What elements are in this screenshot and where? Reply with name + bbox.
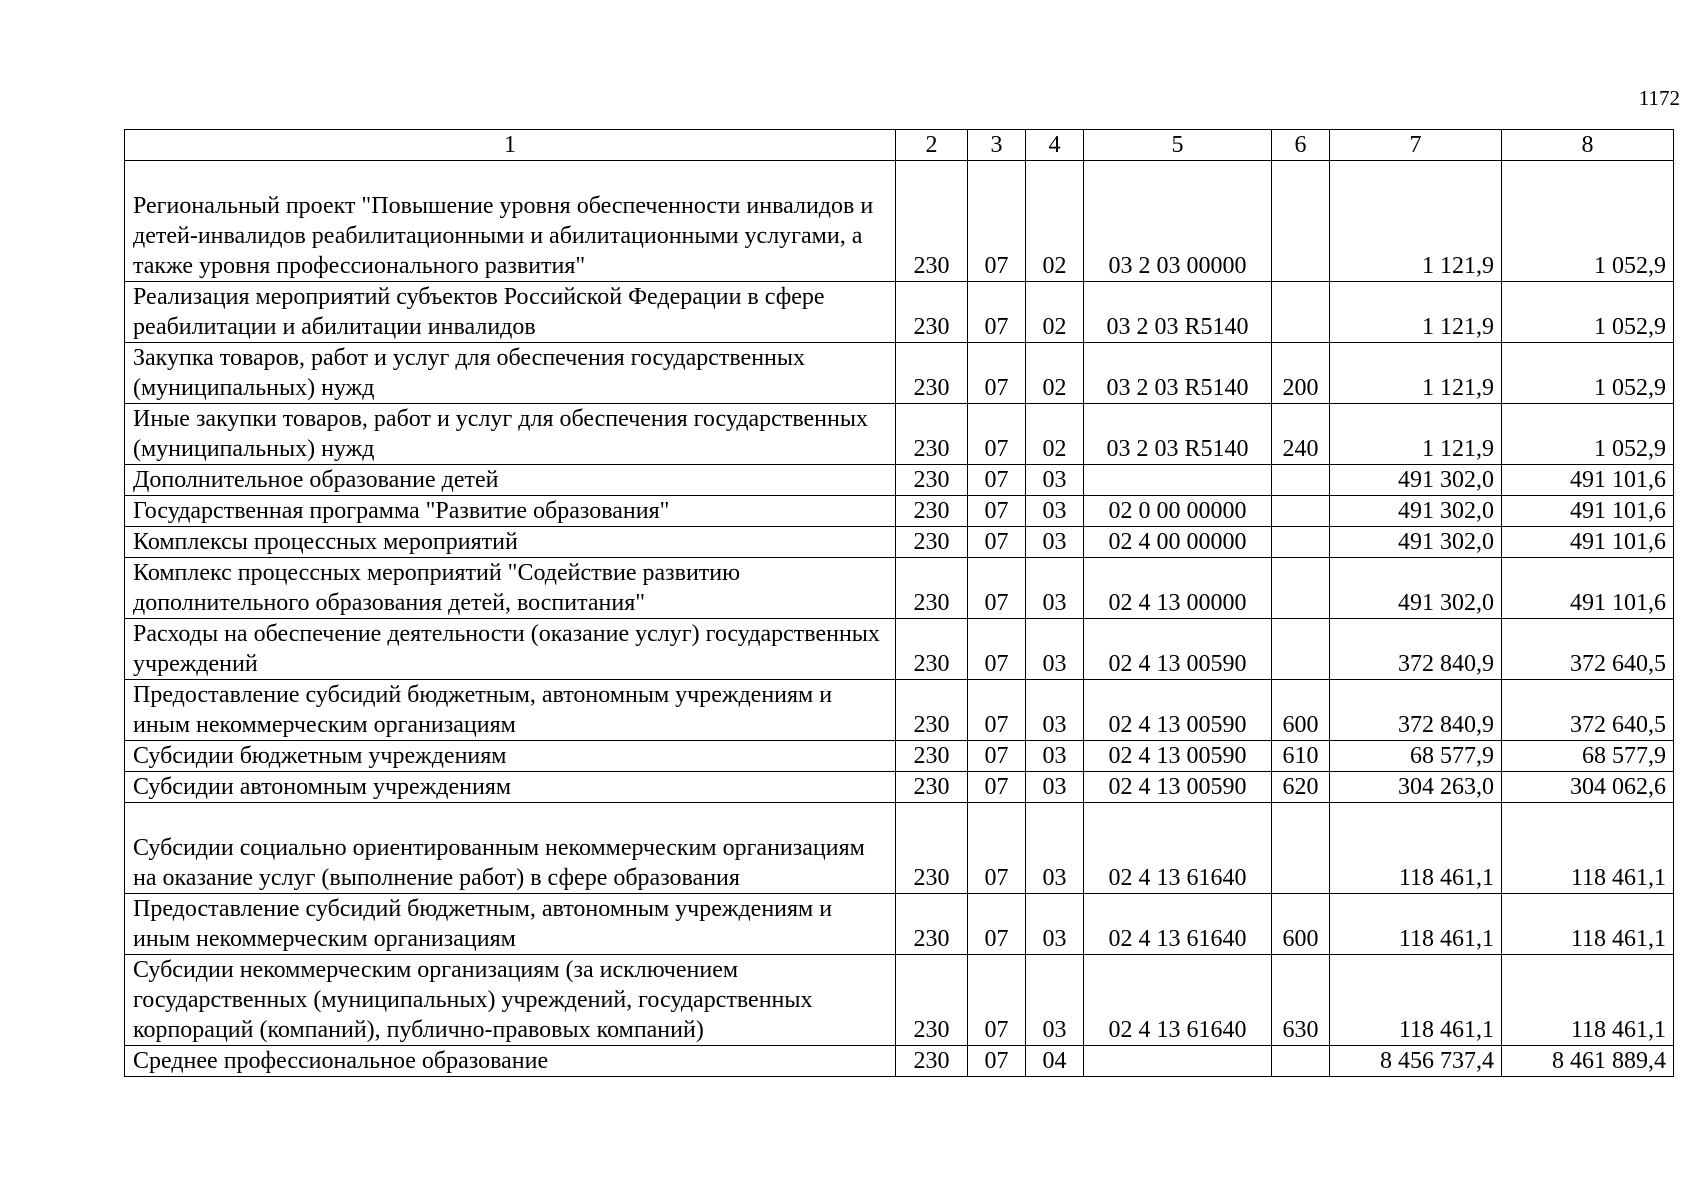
row-name-cell: Среднее профессиональное образование: [125, 1046, 896, 1077]
section-code-cell: 07: [968, 680, 1026, 741]
target-article-cell: 03 2 03 R5140: [1084, 282, 1272, 343]
table-body: [125, 161, 1674, 1077]
ministry-code-cell: 230: [896, 496, 968, 527]
table-row: [125, 1046, 1674, 1077]
amount-year1-cell: 68 577,9: [1330, 741, 1502, 772]
header-cell: 6: [1272, 130, 1330, 161]
table-row: [125, 772, 1674, 803]
section-code-cell: 07: [968, 803, 1026, 894]
table-row: [125, 465, 1674, 496]
table-row: [125, 404, 1674, 465]
subsection-code-cell: 03: [1026, 558, 1084, 619]
section-code-cell: 07: [968, 772, 1026, 803]
subsection-code-cell: 03: [1026, 772, 1084, 803]
amount-year1-cell: 304 263,0: [1330, 772, 1502, 803]
subsection-code-cell: 02: [1026, 161, 1084, 282]
header-cell: 5: [1084, 130, 1272, 161]
subsection-code-cell: 03: [1026, 619, 1084, 680]
section-code-cell: 07: [968, 894, 1026, 955]
expense-type-cell: [1272, 619, 1330, 680]
table-row: [125, 894, 1674, 955]
ministry-code-cell: 230: [896, 772, 968, 803]
target-article-cell: 02 4 13 00590: [1084, 619, 1272, 680]
row-name-cell: Комплексы процессных мероприятий: [125, 527, 896, 558]
header-cell: 4: [1026, 130, 1084, 161]
row-name-cell: Иные закупки товаров, работ и услуг для обеспечения государственных (муниципальных) нужд: [125, 404, 896, 465]
row-name-cell: Государственная программа "Развитие образования": [125, 496, 896, 527]
table-row: [125, 803, 1674, 894]
amount-year2-cell: 372 640,5: [1502, 619, 1674, 680]
ministry-code-cell: 230: [896, 619, 968, 680]
target-article-cell: 02 4 13 61640: [1084, 955, 1272, 1046]
amount-year1-cell: 491 302,0: [1330, 558, 1502, 619]
target-article-cell: 03 2 03 R5140: [1084, 343, 1272, 404]
subsection-code-cell: 03: [1026, 803, 1084, 894]
amount-year2-cell: 118 461,1: [1502, 894, 1674, 955]
row-name-cell: Субсидии некоммерческим организациям (за исключением государственных (муниципальных) учреждений, государственных корпораций (компаний), публично-правовых компаний): [125, 955, 896, 1046]
subsection-code-cell: 02: [1026, 404, 1084, 465]
section-code-cell: 07: [968, 465, 1026, 496]
amount-year2-cell: 491 101,6: [1502, 465, 1674, 496]
amount-year1-cell: 8 456 737,4: [1330, 1046, 1502, 1077]
header-cell: 3: [968, 130, 1026, 161]
ministry-code-cell: 230: [896, 803, 968, 894]
table-row: [125, 343, 1674, 404]
header-row: [125, 130, 1674, 161]
subsection-code-cell: 03: [1026, 465, 1084, 496]
amount-year2-cell: 118 461,1: [1502, 955, 1674, 1046]
table-row: [125, 955, 1674, 1046]
amount-year1-cell: 1 121,9: [1330, 343, 1502, 404]
section-code-cell: 07: [968, 282, 1026, 343]
ministry-code-cell: 230: [896, 558, 968, 619]
ministry-code-cell: 230: [896, 680, 968, 741]
subsection-code-cell: 03: [1026, 527, 1084, 558]
ministry-code-cell: 230: [896, 282, 968, 343]
subsection-code-cell: 04: [1026, 1046, 1084, 1077]
table-row: [125, 619, 1674, 680]
amount-year2-cell: 1 052,9: [1502, 343, 1674, 404]
target-article-cell: 03 2 03 00000: [1084, 161, 1272, 282]
expense-type-cell: [1272, 1046, 1330, 1077]
section-code-cell: 07: [968, 619, 1026, 680]
amount-year1-cell: 491 302,0: [1330, 527, 1502, 558]
target-article-cell: 02 4 13 61640: [1084, 803, 1272, 894]
subsection-code-cell: 03: [1026, 496, 1084, 527]
expense-type-cell: 200: [1272, 343, 1330, 404]
subsection-code-cell: 02: [1026, 343, 1084, 404]
row-name-cell: Реализация мероприятий субъектов Российской Федерации в сфере реабилитации и абилитации инвалидов: [125, 282, 896, 343]
section-code-cell: 07: [968, 1046, 1026, 1077]
header-cell: 2: [896, 130, 968, 161]
amount-year2-cell: 372 640,5: [1502, 680, 1674, 741]
amount-year2-cell: 304 062,6: [1502, 772, 1674, 803]
target-article-cell: [1084, 1046, 1272, 1077]
amount-year1-cell: 372 840,9: [1330, 680, 1502, 741]
amount-year1-cell: 1 121,9: [1330, 282, 1502, 343]
amount-year2-cell: 68 577,9: [1502, 741, 1674, 772]
page-number: 1172: [1638, 86, 1680, 110]
ministry-code-cell: 230: [896, 894, 968, 955]
amount-year1-cell: 118 461,1: [1330, 894, 1502, 955]
target-article-cell: 02 4 13 00590: [1084, 741, 1272, 772]
amount-year1-cell: 118 461,1: [1330, 803, 1502, 894]
expense-type-cell: [1272, 496, 1330, 527]
section-code-cell: 07: [968, 496, 1026, 527]
row-name-cell: Субсидии бюджетным учреждениям: [125, 741, 896, 772]
expense-type-cell: 610: [1272, 741, 1330, 772]
amount-year2-cell: 491 101,6: [1502, 496, 1674, 527]
subsection-code-cell: 03: [1026, 680, 1084, 741]
row-name-cell: Региональный проект "Повышение уровня обеспеченности инвалидов и детей-инвалидов реабилитационными и абилитационными услугами, а также уровня профессионального развития": [125, 161, 896, 282]
amount-year1-cell: 118 461,1: [1330, 955, 1502, 1046]
table-row: [125, 741, 1674, 772]
subsection-code-cell: 03: [1026, 894, 1084, 955]
target-article-cell: 02 4 13 00000: [1084, 558, 1272, 619]
target-article-cell: 02 4 00 00000: [1084, 527, 1272, 558]
budget-table: [124, 129, 1674, 1077]
row-name-cell: Субсидии автономным учреждениям: [125, 772, 896, 803]
ministry-code-cell: 230: [896, 404, 968, 465]
ministry-code-cell: 230: [896, 741, 968, 772]
ministry-code-cell: 230: [896, 1046, 968, 1077]
amount-year2-cell: 1 052,9: [1502, 161, 1674, 282]
target-article-cell: 03 2 03 R5140: [1084, 404, 1272, 465]
subsection-code-cell: 03: [1026, 955, 1084, 1046]
table-row: [125, 527, 1674, 558]
row-name-cell: Субсидии социально ориентированным некоммерческим организациям на оказание услуг (выполнение работ) в сфере образования: [125, 803, 896, 894]
expense-type-cell: 240: [1272, 404, 1330, 465]
expense-type-cell: [1272, 465, 1330, 496]
ministry-code-cell: 230: [896, 955, 968, 1046]
row-name-cell: Предоставление субсидий бюджетным, автономным учреждениям и иным некоммерческим организациям: [125, 894, 896, 955]
table-row: [125, 558, 1674, 619]
target-article-cell: 02 4 13 00590: [1084, 772, 1272, 803]
amount-year1-cell: 491 302,0: [1330, 465, 1502, 496]
amount-year2-cell: 1 052,9: [1502, 404, 1674, 465]
ministry-code-cell: 230: [896, 161, 968, 282]
expense-type-cell: [1272, 282, 1330, 343]
amount-year1-cell: 1 121,9: [1330, 404, 1502, 465]
section-code-cell: 07: [968, 343, 1026, 404]
amount-year1-cell: 1 121,9: [1330, 161, 1502, 282]
header-cell: 8: [1502, 130, 1674, 161]
expense-type-cell: 620: [1272, 772, 1330, 803]
target-article-cell: 02 4 13 61640: [1084, 894, 1272, 955]
section-code-cell: 07: [968, 558, 1026, 619]
amount-year1-cell: 491 302,0: [1330, 496, 1502, 527]
expense-type-cell: 600: [1272, 894, 1330, 955]
amount-year1-cell: 372 840,9: [1330, 619, 1502, 680]
target-article-cell: 02 0 00 00000: [1084, 496, 1272, 527]
ministry-code-cell: 230: [896, 465, 968, 496]
section-code-cell: 07: [968, 404, 1026, 465]
row-name-cell: Предоставление субсидий бюджетным, автономным учреждениям и иным некоммерческим организациям: [125, 680, 896, 741]
section-code-cell: 07: [968, 161, 1026, 282]
expense-type-cell: [1272, 161, 1330, 282]
expense-type-cell: [1272, 527, 1330, 558]
target-article-cell: 02 4 13 00590: [1084, 680, 1272, 741]
ministry-code-cell: 230: [896, 343, 968, 404]
row-name-cell: Дополнительное образование детей: [125, 465, 896, 496]
expense-type-cell: [1272, 803, 1330, 894]
row-name-cell: Закупка товаров, работ и услуг для обеспечения государственных (муниципальных) нужд: [125, 343, 896, 404]
amount-year2-cell: 491 101,6: [1502, 527, 1674, 558]
table-row: [125, 680, 1674, 741]
expense-type-cell: 630: [1272, 955, 1330, 1046]
header-cell: 1: [125, 130, 896, 161]
row-name-cell: Комплекс процессных мероприятий "Содействие развитию дополнительного образования детей, воспитания": [125, 558, 896, 619]
section-code-cell: 07: [968, 741, 1026, 772]
amount-year2-cell: 1 052,9: [1502, 282, 1674, 343]
row-name-cell: Расходы на обеспечение деятельности (оказание услуг) государственных учреждений: [125, 619, 896, 680]
table-row: [125, 282, 1674, 343]
amount-year2-cell: 118 461,1: [1502, 803, 1674, 894]
section-code-cell: 07: [968, 955, 1026, 1046]
target-article-cell: [1084, 465, 1272, 496]
table-header: [125, 130, 1674, 161]
section-code-cell: 07: [968, 527, 1026, 558]
ministry-code-cell: 230: [896, 527, 968, 558]
subsection-code-cell: 02: [1026, 282, 1084, 343]
amount-year2-cell: 491 101,6: [1502, 558, 1674, 619]
table-row: [125, 496, 1674, 527]
subsection-code-cell: 03: [1026, 741, 1084, 772]
amount-year2-cell: 8 461 889,4: [1502, 1046, 1674, 1077]
table-row: [125, 161, 1674, 282]
header-cell: 7: [1330, 130, 1502, 161]
expense-type-cell: [1272, 558, 1330, 619]
expense-type-cell: 600: [1272, 680, 1330, 741]
